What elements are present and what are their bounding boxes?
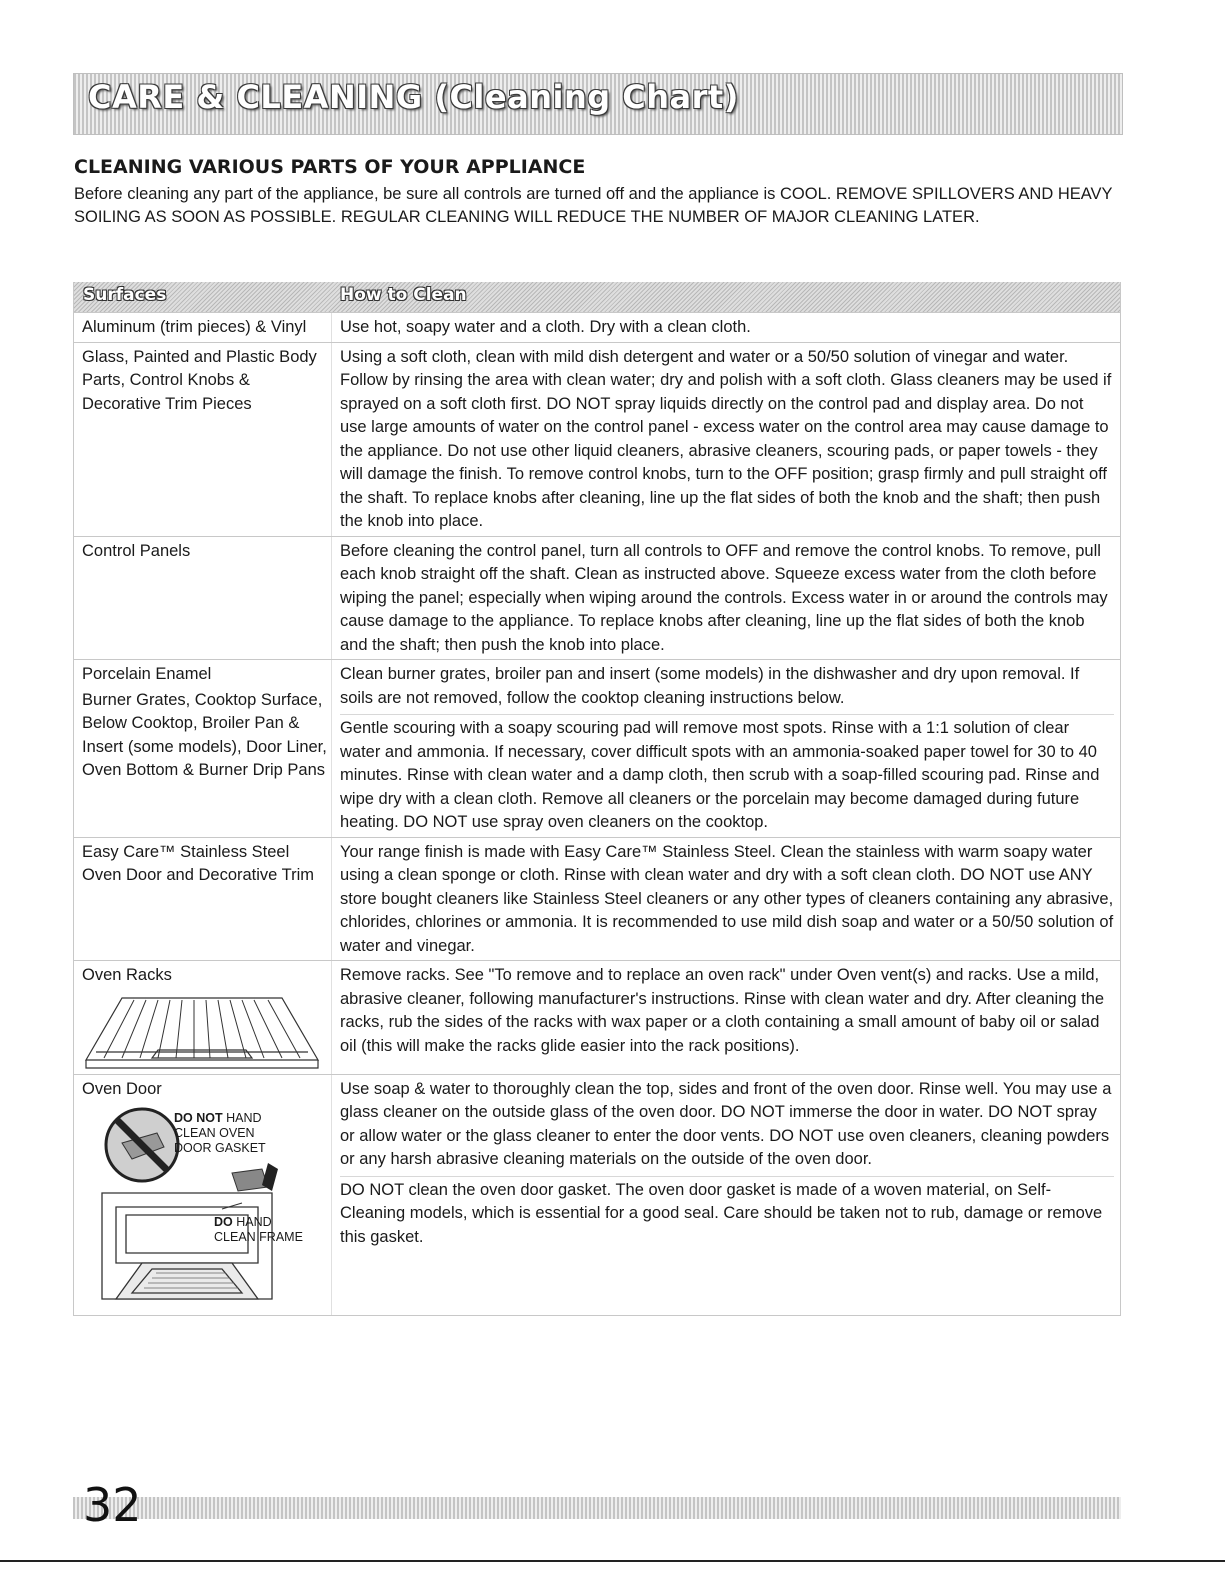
surface-cell [74, 838, 332, 961]
how-cell [332, 537, 1120, 660]
surface-label: Control Panels [82, 541, 191, 560]
surface-label: Easy Care™ Stainless Steel Oven Door and Decorative Trim [82, 842, 315, 884]
banner-title: CARE & CLEANING (Cleaning Chart) [88, 78, 739, 116]
table-row [74, 659, 1120, 837]
surface-sublabel: Burner Grates, Cooktop Surface, Below Cooktop, Broiler Pan & Insert (some models), Door Liner, Oven Bottom & Burner Drip Pans [82, 690, 327, 779]
callout-do-not-line3: DOOR GASKET [174, 1140, 266, 1155]
surface-label: Porcelain Enamel [82, 665, 212, 683]
surface-label: Oven Door [82, 1079, 162, 1098]
table-row [74, 342, 1120, 536]
do-hand-clean-callout [214, 1215, 303, 1245]
bottom-rule [0, 1560, 1225, 1562]
header-how-to-clean: How to Clean [340, 285, 467, 305]
how-text: Using a soft cloth, clean with mild dish detergent and water or a 50/50 solution of vinegar and water. Follow by rinsing the area with clean water; dry and polish with a soft cloth. Glass cleaners may be used if sprayed on a soft cloth first. DO NOT spray liquids directly on the control pad and display area. Do not use large amounts of water on the control panel - excess water on the control area may cause damage to the appliance. Do not use other liquid cleaners, abrasive cleaners, scouring pads, or paper towels - they will damage the finish. To remove control knobs, turn to the OFF position; grasp firmly and pull straight off the shaft. To replace knobs after cleaning, line up the flat sides of both the knob and the shaft; then push the knob into place. [340, 347, 1112, 530]
how-text: Gentle scouring with a soapy scouring pad will remove most spots. Rinse with a 1:1 solution of clear water and ammonia. If necessary, cover difficult spots with an ammonia-soaked paper towel for 30 to 40 minutes. Rinse with clean water and a damp cloth, then scrub with a soap-filled scouring pad. Rinse and wipe dry with a clean cloth. Remove all cleaners or the porcelain may become damaged during future heating. DO NOT use spray oven cleaners on the cooktop. [340, 714, 1114, 835]
how-cell [332, 660, 1120, 837]
surface-label: Glass, Painted and Plastic Body Parts, Control Knobs & Decorative Trim Pieces [82, 347, 317, 413]
surface-cell [74, 313, 332, 342]
callout-do-not-rest: HAND [226, 1110, 262, 1125]
surface-cell [74, 961, 332, 1074]
callout-do-not-strong: DO NOT [174, 1110, 223, 1125]
surface-cell [74, 343, 332, 536]
page-banner [73, 73, 1123, 135]
callout-do-not-line2: CLEAN OVEN [174, 1125, 255, 1140]
how-text: Use hot, soapy water and a cloth. Dry with a clean cloth. [340, 318, 751, 336]
how-text: Clean burner grates, broiler pan and insert (some models) in the dishwasher and dry upon removal. If soils are not removed, follow the cooktop cleaning instructions below. [340, 665, 1080, 707]
how-cell [332, 838, 1120, 961]
table-row [74, 536, 1120, 660]
how-text: DO NOT clean the oven door gasket. The oven door gasket is made of a woven material, on Self-Cleaning models, which is essential for a good seal. Care should be taken not to rub, damage or remove this gasket. [340, 1176, 1114, 1250]
page-footer [73, 1478, 1121, 1532]
header-surfaces: Surfaces [83, 285, 167, 305]
how-cell [332, 1075, 1120, 1316]
footer-bar [73, 1497, 1121, 1519]
how-text: Your range finish is made with Easy Care™ Stainless Steel. Clean the stainless with warm soapy water using a clean sponge or cloth. Rinse with clean water and dry with a soft clean cloth. DO NOT use ANY store bought cleaners like Stainless Steel cleaners or any other types of cleaners containing any abrasive, chlorides, chlorines or ammonia. It is recommended to use mild dish soap and water or a 50/50 solution of water and vinegar. [340, 842, 1114, 955]
cleaning-chart-table [73, 282, 1121, 1316]
section-intro: Before cleaning any part of the appliance, be sure all controls are turned off and the appliance is COOL. REMOVE SPILLOVERS AND HEAVY SOILING AS SOON AS POSSIBLE. REGULAR CLEANING WILL REDUCE THE NUMBER OF MAJOR CLEANING LATER. [74, 185, 1113, 226]
table-row [74, 1074, 1120, 1316]
how-text: Before cleaning the control panel, turn all controls to OFF and remove the control knobs. To remove, pull each knob straight off the shaft. Clean as instructed above. Squeeze excess water from the cloth before wiping the panel; especially when wiping around the controls. Excess water in or around the controls may cause damage to the appliance. To replace knobs after cleaning, line up the flat sides of both the knob and the shaft; then push the knob into place. [340, 541, 1108, 654]
do-not-hand-clean-callout [174, 1111, 266, 1156]
surface-label: Aluminum (trim pieces) & Vinyl [82, 318, 307, 336]
how-text: Use soap & water to thoroughly clean the top, sides and front of the oven door. Rinse well. You may use a glass cleaner on the outside glass of the oven door. DO NOT immerse the door in water. DO NOT spray or allow water or the glass cleaner to enter the door vents. DO NOT use oven cleaners, cleaning powders or any harsh abrasive cleaning materials on the outside of the oven door. [340, 1079, 1112, 1168]
callout-do-rest: HAND [236, 1214, 272, 1229]
how-text: Remove racks. See "To remove and to replace an oven rack" under Oven vent(s) and racks. Use a mild, abrasive cleaner, following manufacturer's instructions. Rinse with clean water and dry. After cleaning the racks, rub the sides of the racks with wax paper or a cloth containing a small amount of baby oil or salad oil (this will make the racks glide easier into the rack positions). [340, 966, 1105, 1055]
surface-cell [74, 1075, 332, 1316]
surface-label: Oven Racks [82, 966, 172, 984]
table-row [74, 837, 1120, 961]
callout-do-strong: DO [214, 1214, 233, 1229]
callout-do-line2: CLEAN FRAME [214, 1229, 303, 1244]
how-cell [332, 313, 1120, 342]
table-row [74, 960, 1120, 1074]
oven-rack-illustration [82, 988, 322, 1072]
page-number: 32 [83, 1478, 142, 1532]
surface-cell [74, 537, 332, 660]
how-cell [332, 343, 1120, 536]
how-cell [332, 961, 1120, 1074]
table-row [74, 312, 1120, 342]
surface-cell [74, 660, 332, 837]
section-title: CLEANING VARIOUS PARTS OF YOUR APPLIANCE [74, 156, 586, 178]
table-header [74, 282, 1120, 312]
